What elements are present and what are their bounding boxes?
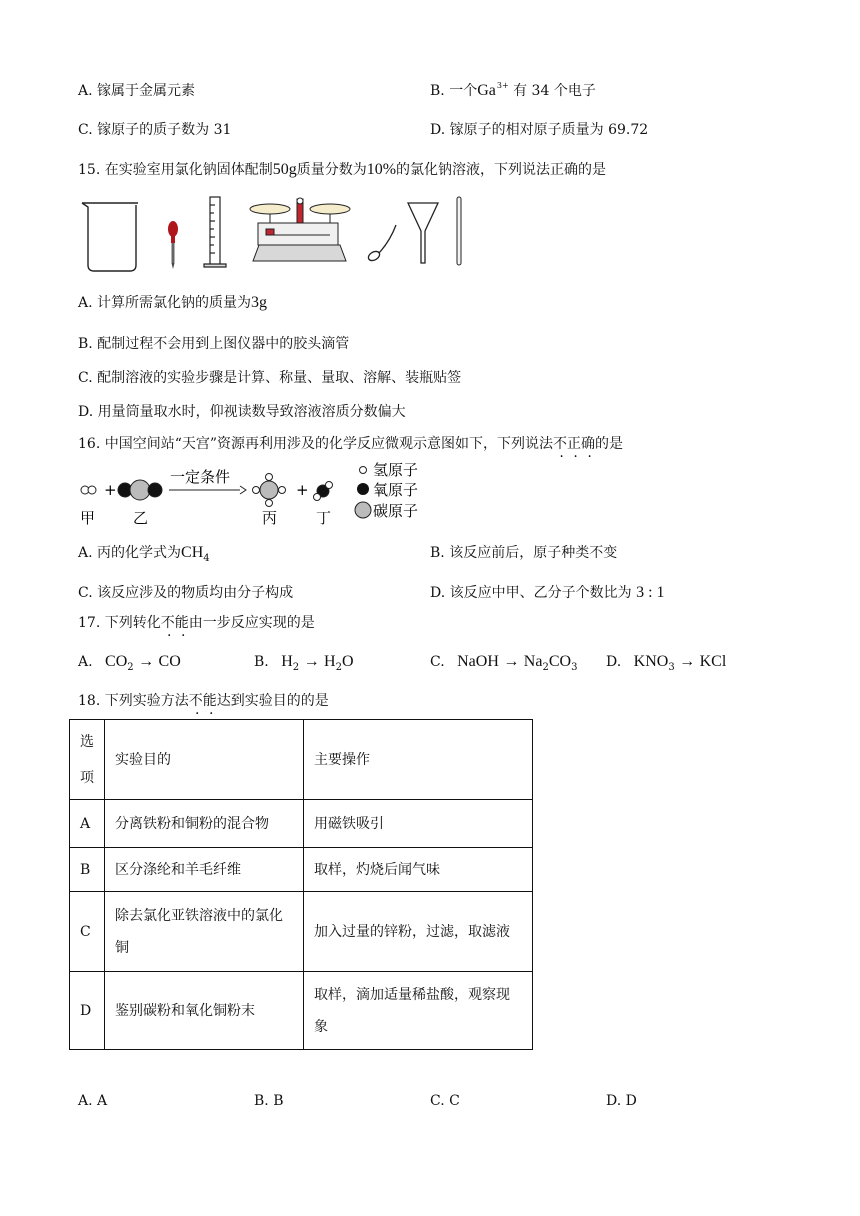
option-label: C. [78,585,93,601]
h2-molecule-icon [81,486,96,494]
option-text: 该反应中甲、乙分子个数比为 [449,585,632,601]
stem-text: 的氯化钠溶液，下列说法正确的是 [396,162,607,178]
header-option [70,720,105,800]
row-purpose: 除去氯化亚铁溶液中的氯化铜 [105,892,304,972]
option-text: 该反应涉及的物质均由分子构成 [97,585,294,601]
ch4-molecule-icon [253,474,286,507]
name-bing: 丙 [262,509,278,527]
question-number: 18. [78,693,101,709]
dropper-icon [168,221,178,269]
q15-option-a [78,292,267,312]
emphasis-char: 确 [581,436,596,452]
name-jia: 甲 [80,509,96,527]
q16-option-c [78,582,293,602]
percent-value: 10% [366,161,397,178]
emphasis-char: 正 [567,436,582,452]
option-label: B. [430,83,445,99]
arrow-icon: → [503,653,520,670]
glass-rod-icon [457,197,461,265]
option-label: D. [430,122,446,138]
q14-option-c [78,119,231,139]
h2o-molecule-icon [314,482,333,501]
product-tail: O [341,653,354,670]
q18-answer-c: C. C [430,1093,460,1109]
q18-answer-d: D. D [606,1093,637,1109]
q16-stem [78,433,623,453]
option-text: 配制过程不会用到上图仪器中的胶头滴管 [97,336,350,352]
row-purpose: 鉴别碳粉和氧化铜粉末 [105,972,304,1050]
stem-text: 质量分数为 [296,162,367,178]
stem-text: 的是 [595,436,624,452]
reactant: H [281,653,293,670]
formula-subscript: 4 [203,553,210,564]
name-ding: 丁 [316,509,332,527]
option-label: C. [430,654,445,670]
emphasis-char: 不 [553,436,568,452]
emphasis-char: 能 [202,693,217,709]
condition-label: 一定条件 [170,468,231,486]
option-label: B. [254,654,269,670]
product: CO [158,653,181,670]
row-operation: 用磁铁吸引 [304,800,533,848]
option-label: D. [606,654,622,670]
q18-answer-a: A. A [78,1093,108,1109]
product: H [324,653,336,670]
oxygen-legend-icon [357,483,369,495]
subscript: 2 [542,662,549,673]
q17-option-c [430,653,577,671]
stem-text: 在实验室用氯化钠固体配制 [104,162,273,178]
product: Na [523,653,543,670]
hydrogen-legend-icon [360,467,367,474]
subscript: 2 [127,662,134,673]
mass-value: 50g [272,161,297,178]
reactant: CO [105,653,128,670]
beaker-icon [82,203,138,271]
row-option: C [70,892,105,972]
option-text: 镓原子的质子数为 31 [97,122,232,138]
table-header-row [70,720,533,800]
q17-option-d [606,653,726,671]
stem-text: 中国空间站“天宫”资源再利用涉及的化学反应微观示意图如下，下列说法 [104,436,554,452]
q18-answer-b: B. B [254,1093,284,1109]
option-text: 一个 [449,83,478,99]
option-text: 用量筒量取水时，仰视读数导致溶液溶质分数偏大 [97,404,406,420]
table-row [70,972,533,1050]
option-label: B. [78,336,93,352]
q15-option-b [78,333,349,353]
stem-text: 下列转化 [104,615,161,631]
ion-charge: 3+ [496,81,509,90]
header-text: 选项 [80,733,94,786]
q16-option-d [430,582,665,602]
emphasis-char: 不 [188,693,203,709]
option-label: B. [430,545,445,561]
q14-option-a [78,80,195,100]
q18-stem [78,690,329,710]
emphasis-char: 不 [160,615,175,631]
subscript: 2 [292,662,300,673]
question-number: 15. [78,162,101,178]
stem-text: 由一步反应实现的是 [188,615,315,631]
table-row [70,800,533,848]
option-label: C. [78,122,93,138]
co2-molecule-icon [118,480,162,500]
q14-option-d [430,119,648,139]
mass-value: 3g [251,294,268,311]
ion-symbol: Ga [477,82,496,99]
row-purpose: 区分涤纶和羊毛纤维 [105,848,304,892]
option-label: D. [430,585,446,601]
question-number: 16. [78,436,101,452]
option-label: A. [78,295,93,311]
q15-option-c [78,367,461,387]
q16-option-b [430,542,617,562]
options-table [69,719,533,1050]
legend-hydrogen: 氢原子 [373,461,419,479]
option-text: 镓原子的相对原子质量为 69.72 [449,122,649,138]
row-operation: 加入过量的锌粉，过滤，取滤液 [304,892,533,972]
header-operation: 主要操作 [304,720,533,800]
name-yi: 乙 [133,509,149,527]
header-purpose: 实验目的 [105,720,304,800]
option-label: D. [78,404,94,420]
arrow-icon: → [138,653,155,670]
option-text: 镓属于金属元素 [97,83,196,99]
plus-sign: + [104,481,117,499]
product: KCl [699,653,727,670]
option-label: A. [78,654,93,670]
carbon-legend-icon [355,502,371,518]
product-tail: CO [548,653,572,670]
stem-text: 下列实验方法 [104,693,189,709]
row-option: B [70,848,105,892]
row-purpose: 分离铁粉和铜粉的混合物 [105,800,304,848]
row-operation: 取样，滴加适量稀盐酸，观察现象 [304,972,533,1050]
option-text: 该反应前后，原子种类不变 [449,545,618,561]
q16-option-a [78,542,210,562]
subscript: 2 [335,662,342,673]
option-text: 有 34 个电子 [513,83,596,99]
row-option: A [70,800,105,848]
graduated-cylinder-icon [204,197,226,267]
ratio-value: 3 : 1 [636,584,665,601]
option-text: 计算所需氯化钠的质量为 [97,295,252,311]
row-option: D [70,972,105,1050]
subscript: 3 [668,662,675,673]
formula: CH [181,544,204,561]
table-row [70,848,533,892]
legend-oxygen: 氧原子 [373,481,419,499]
reactant: NaOH [457,653,499,670]
table-row [70,892,533,972]
emphasis-char: 能 [174,615,189,631]
q15-stem [78,159,606,179]
subscript: 3 [571,662,578,673]
funnel-icon [408,203,438,263]
legend-carbon: 碳原子 [373,502,419,520]
option-label: A. [78,83,93,99]
stem-text: 达到实验目的的是 [216,693,329,709]
row-operation: 取样，灼烧后闻气味 [304,848,533,892]
q17-stem [78,612,315,632]
question-number: 17. [78,615,101,631]
spoon-icon [367,225,396,262]
plus-sign: + [296,481,309,499]
q14-option-b [430,80,596,100]
arrow-head-icon [240,486,246,494]
option-label: C. [78,370,93,386]
q17-option-a [78,653,181,671]
option-text: 配制溶液的实验步骤是计算、称量、量取、溶解、装瓶贴签 [97,370,462,386]
q17-option-b [254,653,354,671]
reaction-diagram [74,460,434,530]
reactant: KNO [633,653,669,670]
lab-equipment-figure [78,193,478,275]
option-label: A. [78,545,93,561]
balance-icon [250,198,350,261]
arrow-icon: → [679,653,696,670]
arrow-icon: → [303,653,320,670]
option-text: 丙的化学式为 [97,545,182,561]
q15-option-d [78,401,406,421]
